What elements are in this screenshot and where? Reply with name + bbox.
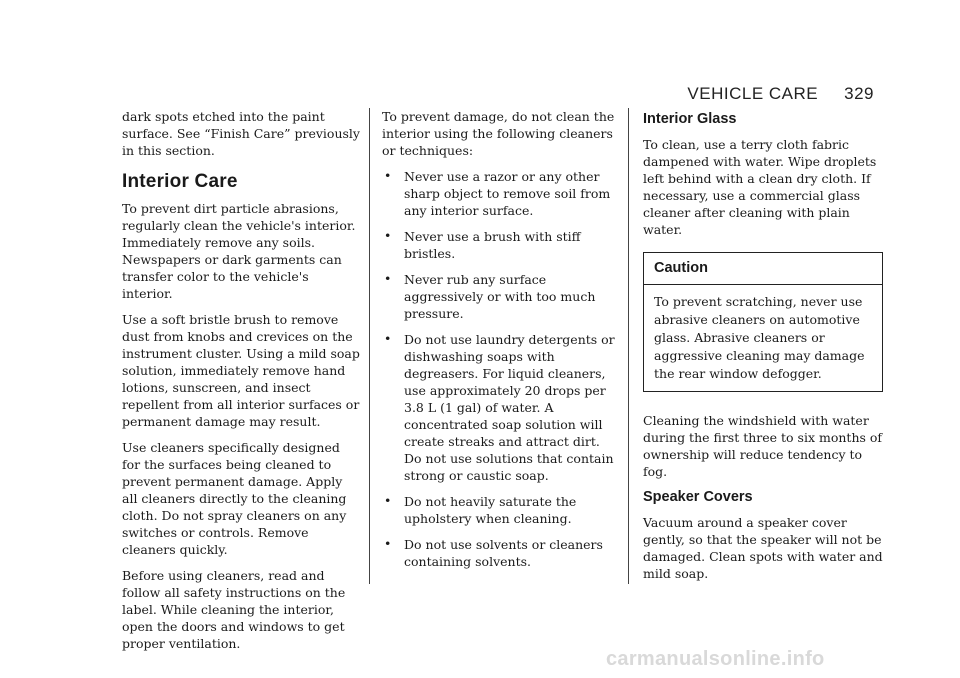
watermark: carmanualsonline.info bbox=[606, 648, 825, 670]
paragraph: Vacuum around a speaker cover gently, so that the speaker will not be damaged. Clean spots with water and mild soap. bbox=[643, 515, 883, 581]
list-item-text: Do not heavily saturate the upholstery when cleaning. bbox=[404, 494, 577, 526]
list-item bbox=[382, 228, 620, 262]
bullet-icon: • bbox=[384, 536, 392, 551]
paragraph: To prevent damage, do not clean the interior using the following cleaners or techniques: bbox=[382, 109, 615, 158]
bullet-icon: • bbox=[384, 331, 392, 346]
paragraph: To clean, use a terry cloth fabric dampened with water. Wipe droplets left behind with a clean dry cloth. If necessary, use a commercial glass cleaner after cleaning with plain water. bbox=[643, 137, 877, 237]
list-item-text: Do not use solvents or cleaners containing solvents. bbox=[404, 537, 603, 569]
list-item-text: Do not use laundry detergents or dishwashing soaps with degreasers. For liquid cleaners, use approximately 20 drops per 3.8 L (1 gal) of water. A concentrated soap solution will create streaks and attract dirt. Do not use solutions that contain strong or caustic soap. bbox=[404, 332, 615, 483]
list-item-text: Never rub any surface aggressively or with too much pressure. bbox=[404, 272, 596, 321]
column-divider bbox=[369, 108, 370, 584]
list-item-text: Never use a brush with stiff bristles. bbox=[404, 229, 581, 261]
bullet-icon: • bbox=[384, 168, 392, 183]
list-item-text: Never use a razor or any other sharp object to remove soil from any interior surface. bbox=[404, 169, 611, 218]
caution-title: Caution bbox=[644, 253, 882, 285]
column-1 bbox=[122, 108, 360, 661]
paragraph: Use cleaners specifically designed for the surfaces being cleaned to prevent permanent damage. Apply all cleaners directly to the cleaning cloth. Do not spray cleaners on any switches or controls. Remove cleaners quickly. bbox=[122, 440, 347, 557]
column-2 bbox=[382, 108, 620, 579]
heading-interior-care: Interior Care bbox=[122, 171, 238, 192]
caution-box bbox=[643, 252, 883, 392]
page-header bbox=[687, 84, 874, 104]
list-item bbox=[382, 536, 620, 570]
paragraph: Cleaning the windshield with water during the first three to six months of ownership will reduce tendency to fog. bbox=[643, 413, 883, 479]
section-title: VEHICLE CARE bbox=[687, 84, 819, 103]
list-item bbox=[382, 168, 620, 219]
list-item bbox=[382, 331, 620, 484]
page-number: 329 bbox=[844, 84, 874, 103]
paragraph: To prevent dirt particle abrasions, regularly clean the vehicle's interior. Immediately remove any soils. Newspapers or dark garments can transfer color to the vehicle's interior. bbox=[122, 201, 356, 301]
cleaning-warnings-list bbox=[382, 168, 620, 570]
bullet-icon: • bbox=[384, 271, 392, 286]
column-divider bbox=[628, 108, 629, 584]
list-item bbox=[382, 271, 620, 322]
heading-interior-glass: Interior Glass bbox=[643, 111, 737, 127]
list-item bbox=[382, 493, 620, 527]
bullet-icon: • bbox=[384, 228, 392, 243]
paragraph: Use a soft bristle brush to remove dust from knobs and crevices on the instrument cluster. Using a mild soap solution, immediately remove hand lotions, sunscreen, and insect repellent from all interior surfaces or permanent damage may result. bbox=[122, 312, 360, 429]
bullet-icon: • bbox=[384, 493, 392, 508]
column-3 bbox=[643, 108, 883, 591]
paragraph: dark spots etched into the paint surface. See “Finish Care” previously in this section. bbox=[122, 109, 360, 158]
caution-text: To prevent scratching, never use abrasive cleaners on automotive glass. Abrasive cleaners or aggressive cleaning may damage the rear window defogger. bbox=[654, 294, 865, 381]
paragraph: Before using cleaners, read and follow all safety instructions on the label. While cleaning the interior, open the doors and windows to get proper ventilation. bbox=[122, 568, 346, 651]
heading-speaker-covers: Speaker Covers bbox=[643, 489, 753, 505]
